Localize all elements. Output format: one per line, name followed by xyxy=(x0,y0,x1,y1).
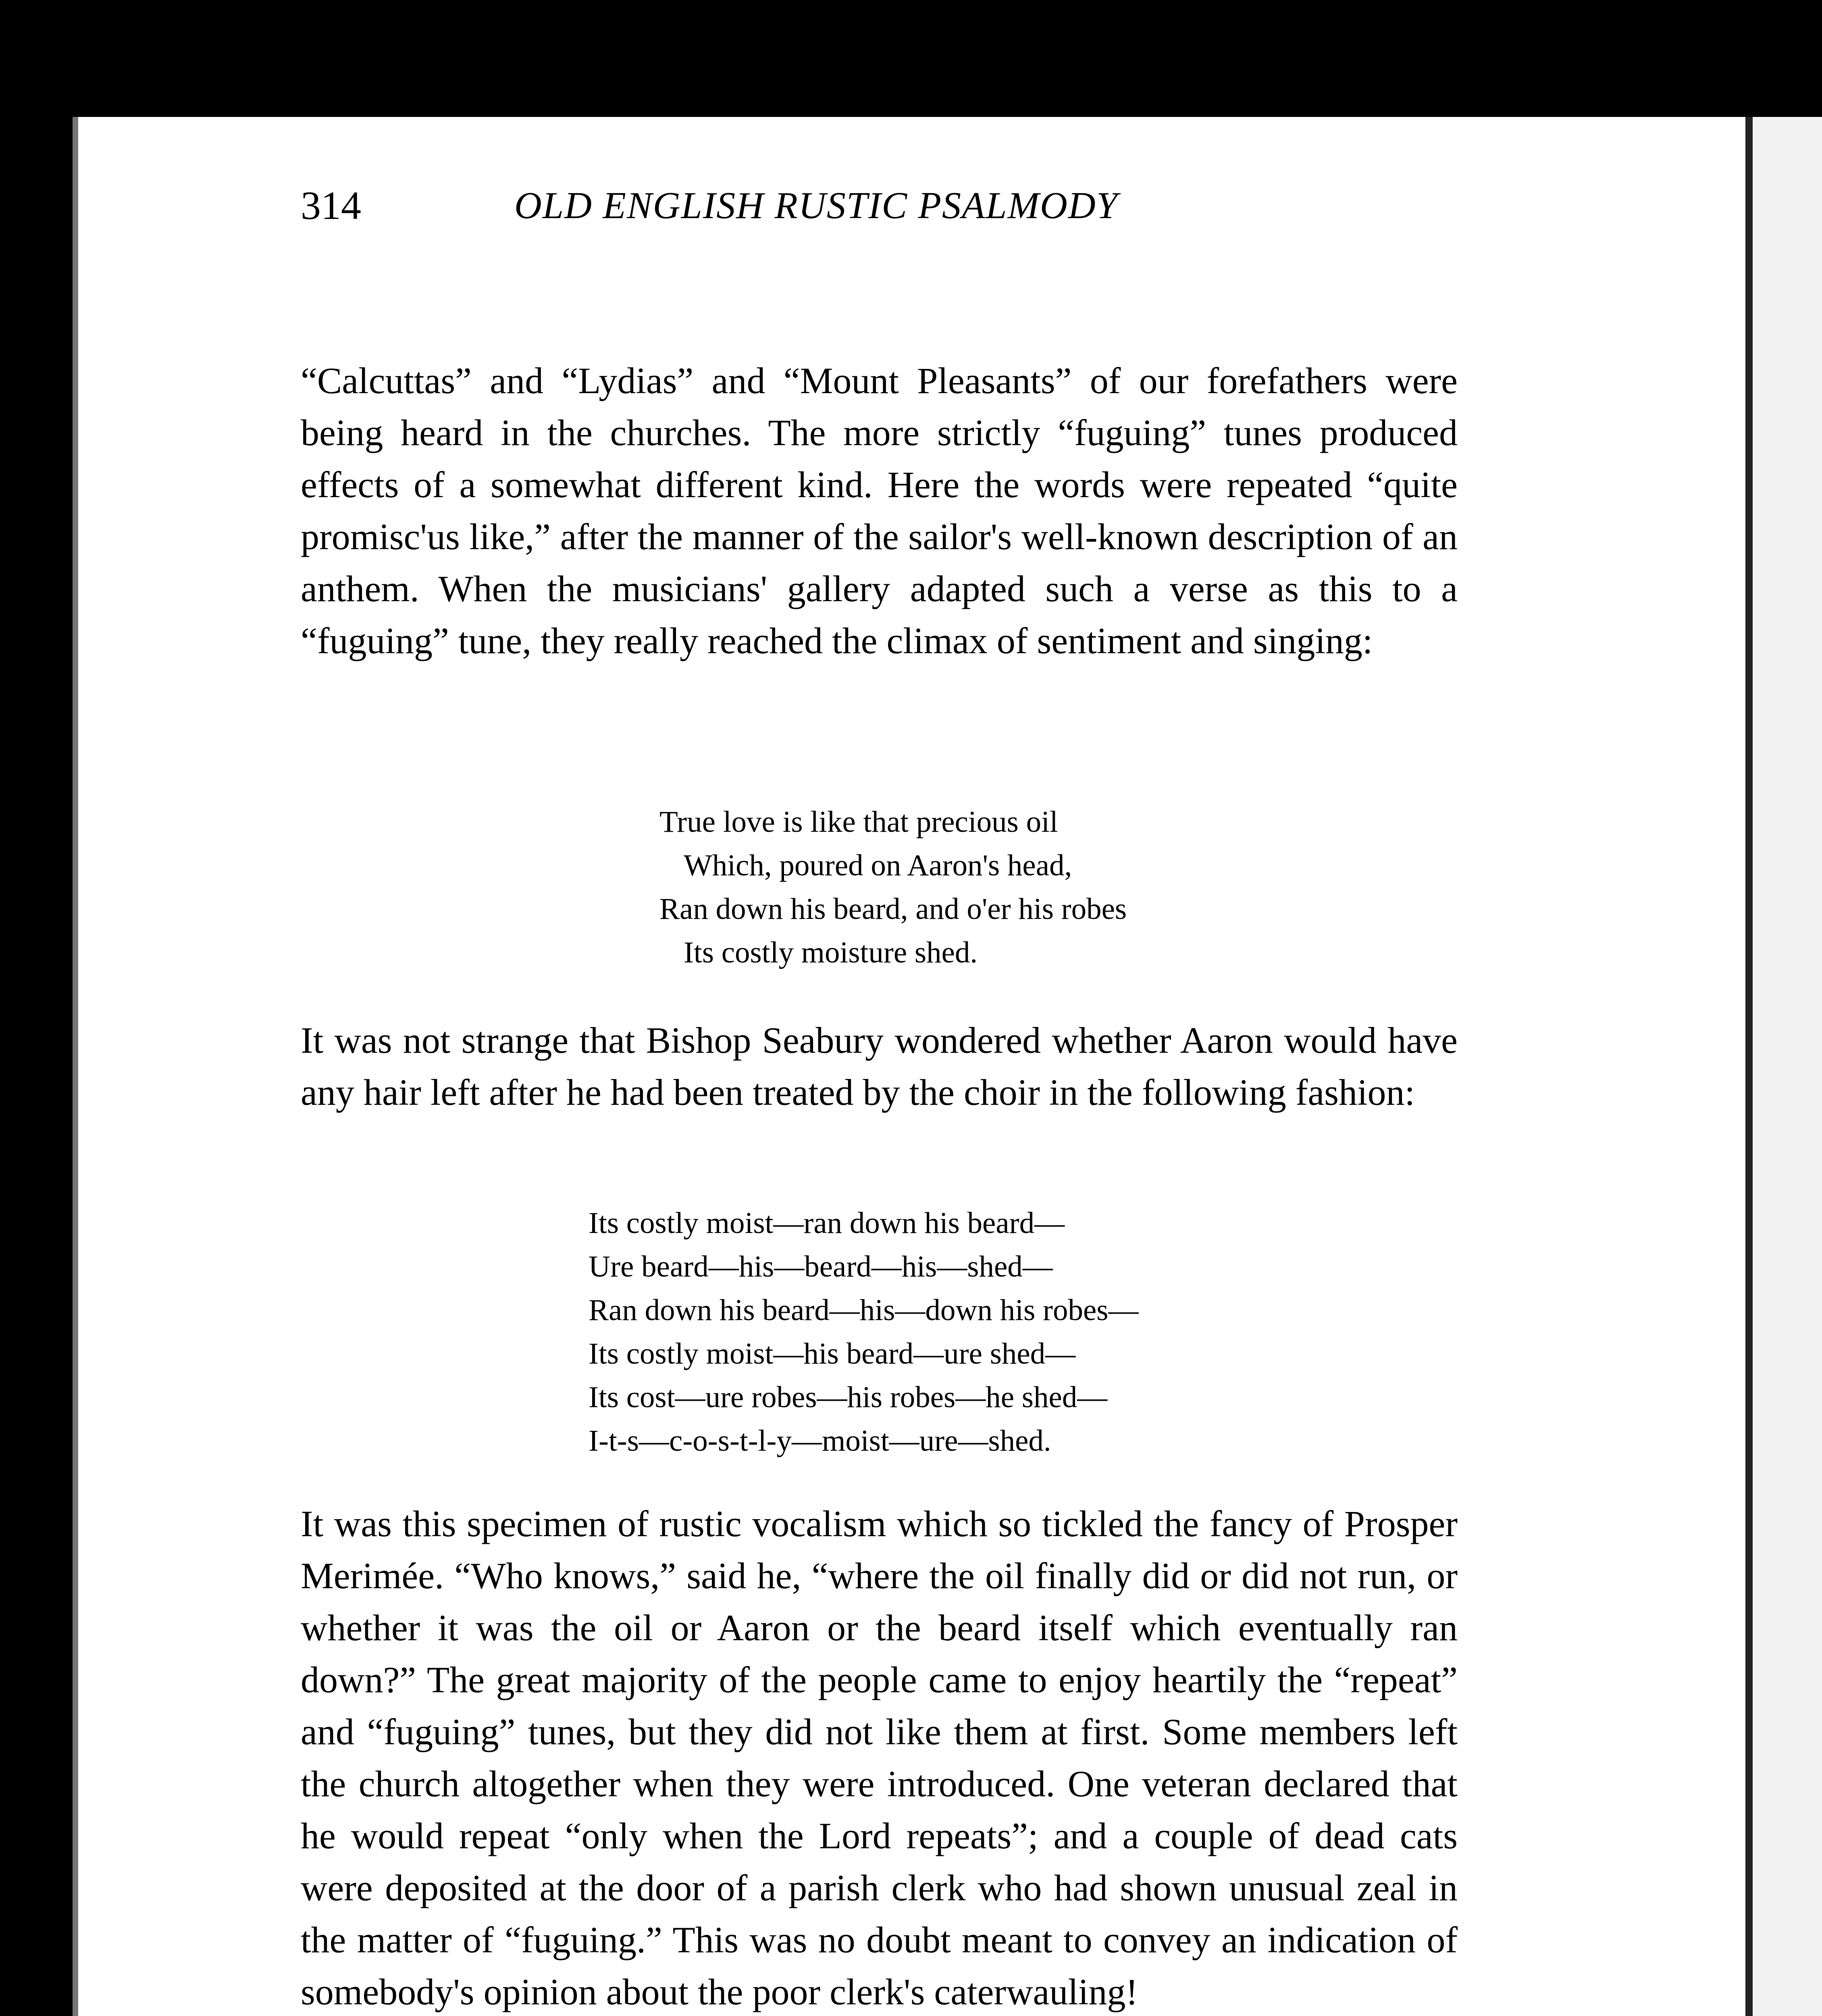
verse-line: Which, poured on Aaron's head, xyxy=(684,849,1072,882)
paragraph: “Calcuttas” and “Lydias” and “Mount Pleasants” of our forefathers were being heard in the churches. The more strictly “fuguing” tunes produced effects of a somewhat different kind. Here the words were repeated “quite promisc'us like,” after the manner of the sailor's well-known description of an anthem. When the musicians' gallery adapted such a verse as this to a “fuguing” tune, they really reached the climax of sentiment and singing: xyxy=(301,360,1458,661)
verse-line: I-t-s—c-o-s-t-l-y—moist—ure—shed. xyxy=(589,1424,1051,1458)
paragraph-2-block xyxy=(301,1014,1458,1118)
verse-line: Ure beard—his—beard—his—shed— xyxy=(589,1250,1053,1283)
page-number: 314 xyxy=(301,183,361,228)
verse-line: Its costly moist—his beard—ure shed— xyxy=(589,1337,1076,1370)
verse-line: True love is like that precious oil xyxy=(659,805,1058,839)
verse-line: Its costly moist—ran down his beard— xyxy=(589,1206,1065,1240)
next-page-edge xyxy=(1745,117,1822,2016)
paragraph: It was not strange that Bishop Seabury wondered whether Aaron would have any hair left after he had been treated by the choir in the following fashion: xyxy=(301,1020,1458,1113)
verse-line: Its costly moisture shed. xyxy=(684,936,978,969)
paragraph-1-block xyxy=(301,355,1458,667)
verse-line: Ran down his beard—his—down his robes— xyxy=(589,1293,1139,1327)
verse-quotation-1 xyxy=(659,800,1127,975)
paragraph-3-block xyxy=(301,1498,1458,2016)
verse-quotation-2 xyxy=(589,1202,1138,1463)
running-title: OLD ENGLISH RUSTIC PSALMODY xyxy=(514,185,1119,227)
paragraph: It was this specimen of rustic vocalism which so tickled the fancy of Prosper Merimée. “Who knows,” said he, “where the oil finally did or did not run, or whether it was the oil or Aaron or the beard itself which eventually ran down?” The great majority of the people came to enjoy heartily the “repeat” and “fuguing” tunes, but they did not like them at first. Some members left the church altogether when they were introduced. One veteran declared that he would repeat “only when the Lord repeats”; and a couple of dead cats were deposited at the door of a parish clerk who had shown unusual zeal in the matter of “fuguing.” This was no doubt meant to convey an indication of somebody's opinion about the poor clerk's caterwauling! xyxy=(301,1503,1458,2012)
page-header xyxy=(301,169,1458,242)
verse-line: Its cost—ure robes—his robes—he shed— xyxy=(589,1381,1108,1414)
verse-line: Ran down his beard, and o'er his robes xyxy=(659,892,1127,926)
